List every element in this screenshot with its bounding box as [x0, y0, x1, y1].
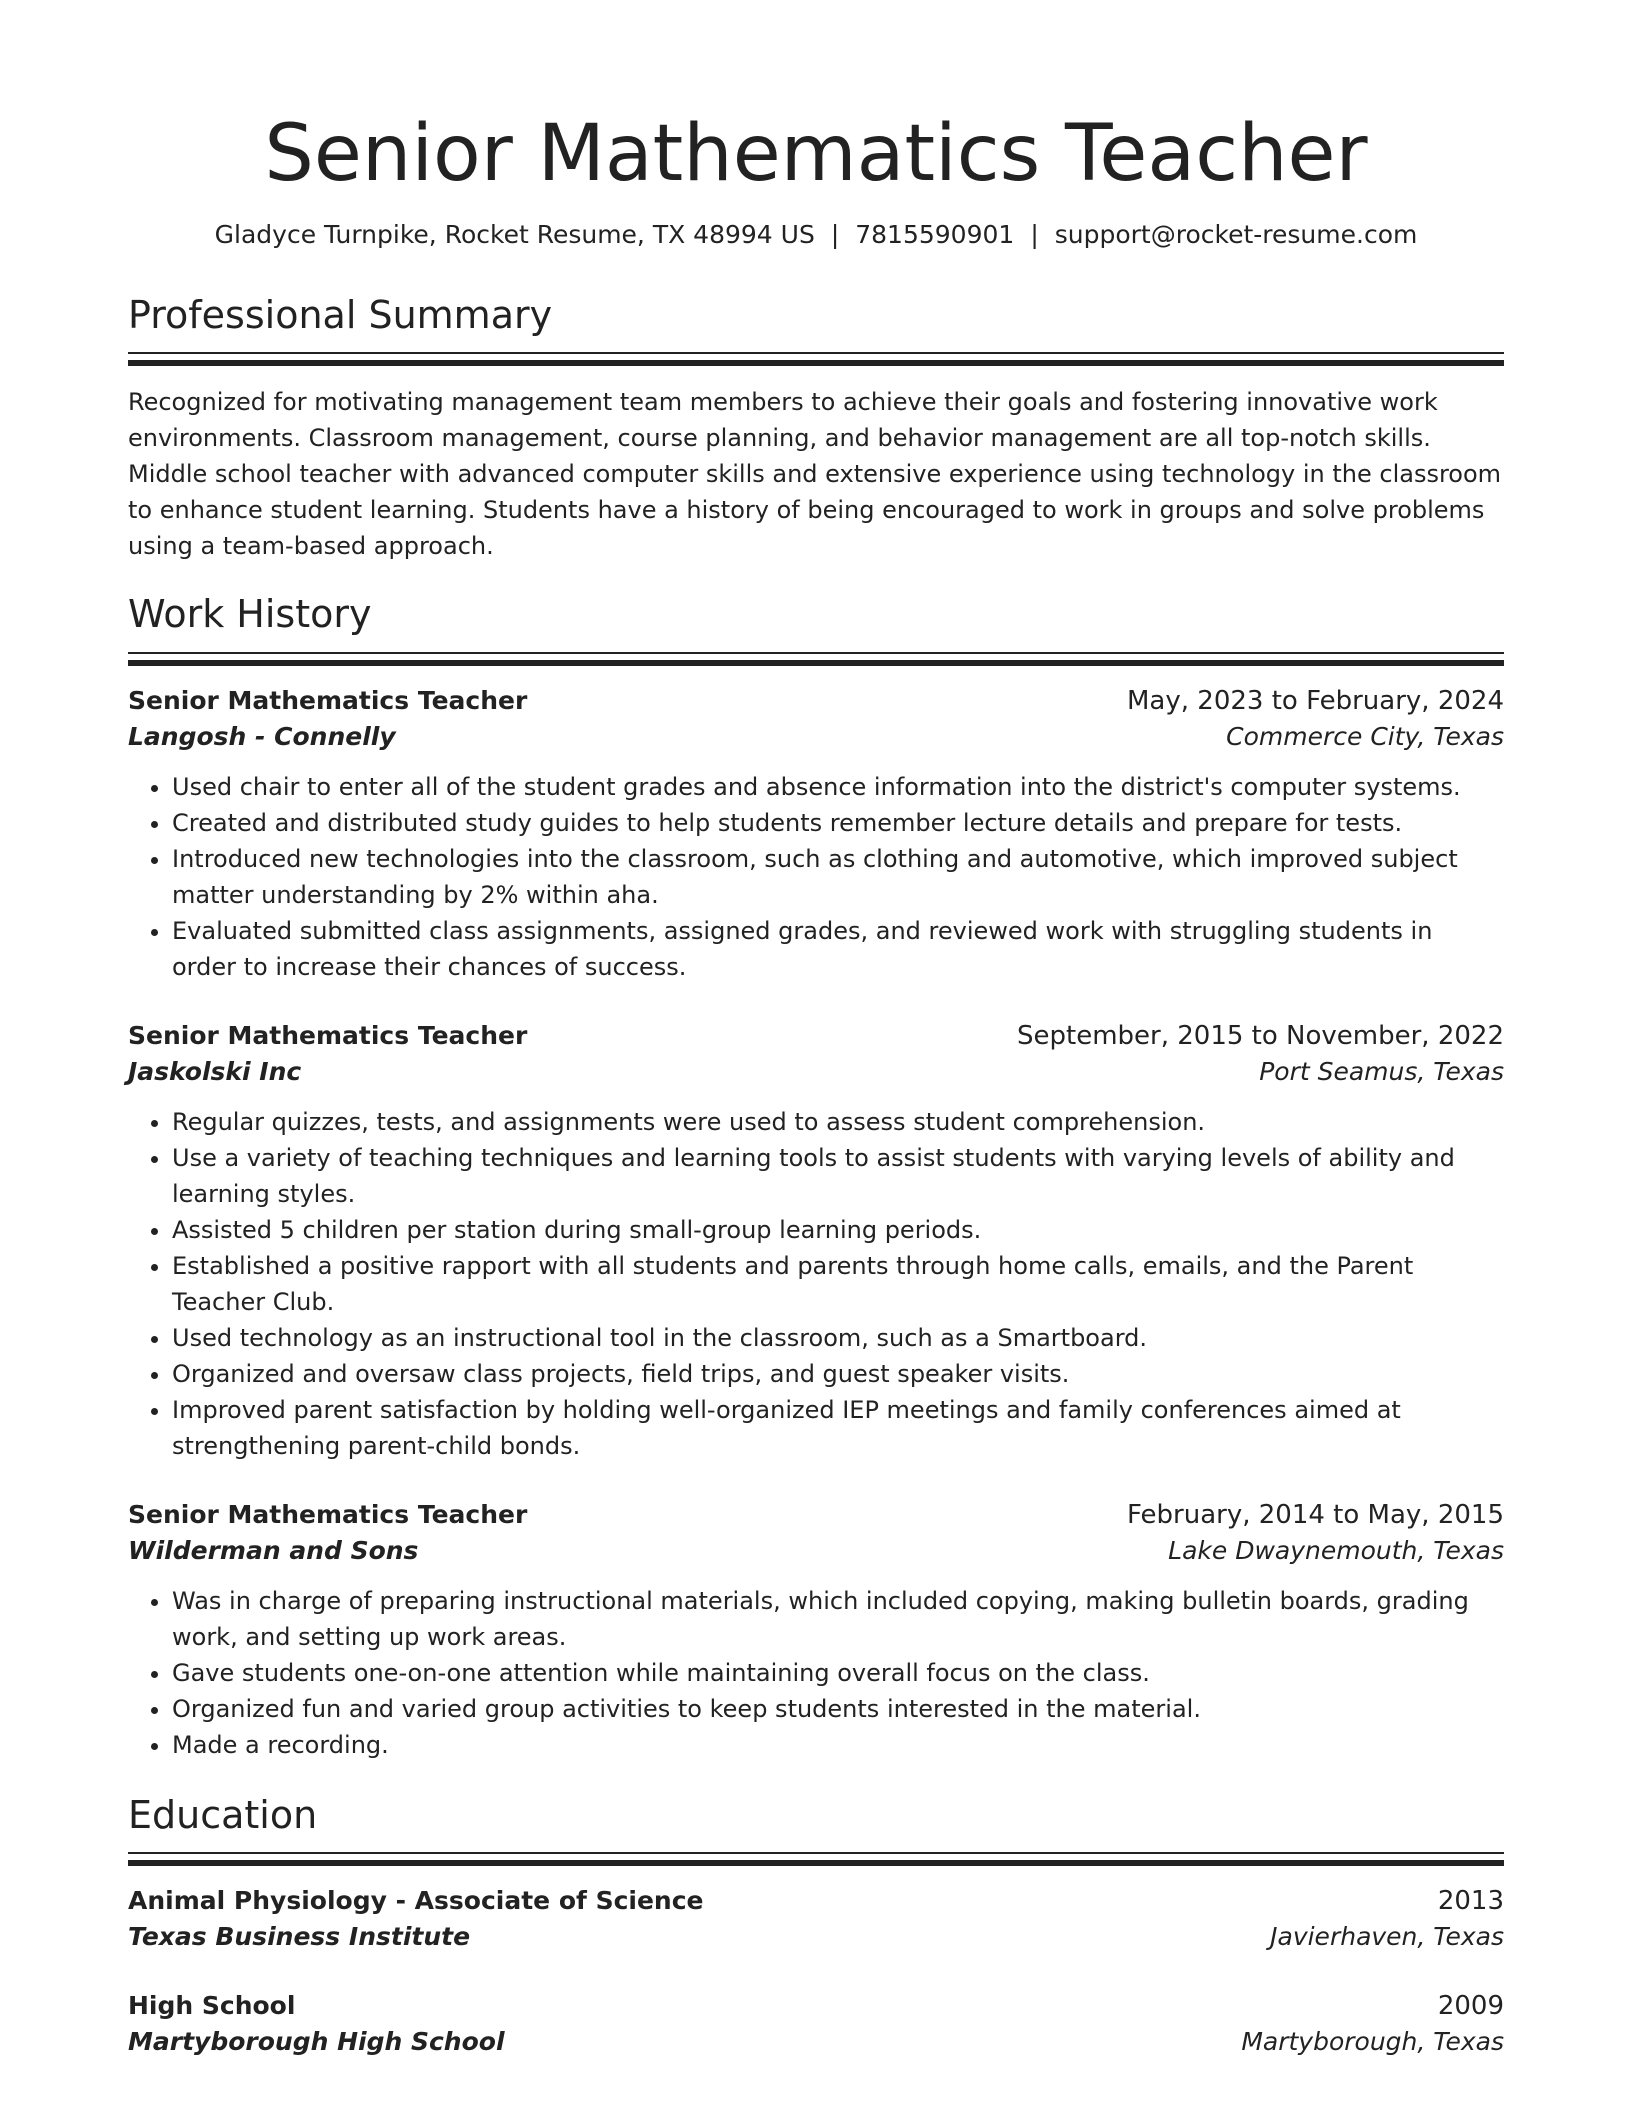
job-bullet: • Organized fun and varied group activities to keep students interested in the material.	[172, 1691, 1504, 1727]
job-entry	[128, 1500, 1504, 1763]
education-entry	[128, 1991, 1504, 2056]
education-year: 2013	[1437, 1886, 1504, 1917]
job-dates: February, 2014 to May, 2015	[1127, 1499, 1504, 1530]
job-bullet: • Made a recording.	[172, 1727, 1504, 1763]
job-bullet: • Assisted 5 children per station during small-group learning periods.	[172, 1212, 1504, 1248]
summary-text: Recognized for motivating management team members to achieve their goals and fostering innovative work environments. Classroom management, course planning, and behavior management are all top-notch skills. Middle school teacher with advanced computer skills and extensive experience using technology in the classroom to enhance student learning. Students have a history of being encouraged to work in groups and solve problems using a team-based approach.	[128, 388, 1502, 561]
job-bullet: • Used chair to enter all of the student grades and absence information into the district's computer systems.	[172, 769, 1504, 805]
education-entry	[128, 1886, 1504, 1951]
education-location: Martyborough, Texas	[1241, 2027, 1504, 2057]
job-title: Senior Mathematics Teacher	[128, 685, 528, 715]
section-divider	[128, 352, 1504, 366]
job-title: Senior Mathematics Teacher	[128, 1499, 528, 1529]
job-bullet: • Introduced new technologies into the classroom, such as clothing and automotive, which improved subject matter understanding by 2% within aha.	[172, 841, 1504, 913]
contact-address: Gladyce Turnpike, Rocket Resume, TX 48994 US	[214, 219, 815, 249]
job-dates: May, 2023 to February, 2024	[1127, 685, 1504, 716]
education-degree: Animal Physiology - Associate of Science	[128, 1886, 704, 1916]
job-location: Port Seamus, Texas	[1259, 1056, 1504, 1086]
contact-email[interactable]: support@rocket-resume.com	[1054, 219, 1418, 249]
job-location: Lake Dwaynemouth, Texas	[1168, 1535, 1504, 1565]
job-location: Commerce City, Texas	[1226, 721, 1504, 751]
education-year: 2009	[1437, 1991, 1504, 2022]
education-school: Martyborough High School	[128, 2027, 505, 2057]
job-bullets	[128, 1104, 1504, 1464]
job-bullet: • Created and distributed study guides to help students remember lecture details and prepare for tests.	[172, 805, 1504, 841]
job-bullet: • Gave students one-on-one attention while maintaining overall focus on the class.	[172, 1655, 1504, 1691]
job-company: Wilderman and Sons	[128, 1535, 419, 1565]
job-bullet: • Improved parent satisfaction by holding well-organized IEP meetings and family conferences aimed at strengthening parent-child bonds.	[172, 1392, 1504, 1464]
job-bullet: • Regular quizzes, tests, and assignments were used to assess student comprehension.	[172, 1104, 1504, 1140]
education-section	[128, 1793, 1504, 2057]
education-school: Texas Business Institute	[128, 1922, 471, 1952]
job-bullet: • Evaluated submitted class assignments, assigned grades, and reviewed work with struggling students in order to increase their chances of success.	[172, 913, 1504, 985]
job-bullets	[128, 769, 1504, 985]
job-dates: September, 2015 to November, 2022	[1017, 1020, 1504, 1051]
job-bullet: • Established a positive rapport with all students and parents through home calls, emails, and the Parent Teacher Club.	[172, 1248, 1504, 1320]
education-location: Javierhaven, Texas	[1270, 1922, 1504, 1952]
job-bullet: • Used technology as an instructional tool in the classroom, such as a Smartboard.	[172, 1320, 1504, 1356]
job-entry	[128, 1021, 1504, 1464]
professional-summary-section	[128, 293, 1504, 565]
section-divider	[128, 1852, 1504, 1866]
education-degree: High School	[128, 1991, 296, 2021]
section-title: Work History	[128, 592, 372, 637]
candidate-name: Senior Mathematics Teacher	[264, 109, 1368, 199]
section-divider	[128, 652, 1504, 666]
contact-separator: |	[830, 219, 840, 249]
job-company: Langosh - Connelly	[128, 721, 396, 751]
job-title: Senior Mathematics Teacher	[128, 1020, 528, 1050]
work-history-section	[128, 592, 1504, 1763]
job-bullet: • Was in charge of preparing instructional materials, which included copying, making bulletin boards, grading work, and setting up work areas.	[172, 1583, 1504, 1655]
job-bullets	[128, 1583, 1504, 1763]
job-bullet: • Organized and oversaw class projects, field trips, and guest speaker visits.	[172, 1356, 1504, 1392]
section-title: Education	[128, 1792, 318, 1837]
job-company: Jaskolski Inc	[128, 1056, 302, 1086]
job-bullet: • Use a variety of teaching techniques and learning tools to assist students with varying levels of ability and learning styles.	[172, 1140, 1504, 1212]
resume-page	[128, 110, 1504, 2056]
contact-phone: 7815590901	[855, 219, 1015, 249]
section-title: Professional Summary	[128, 292, 553, 337]
contact-separator: |	[1030, 219, 1039, 249]
job-entry	[128, 686, 1504, 985]
contact-line	[128, 220, 1504, 249]
